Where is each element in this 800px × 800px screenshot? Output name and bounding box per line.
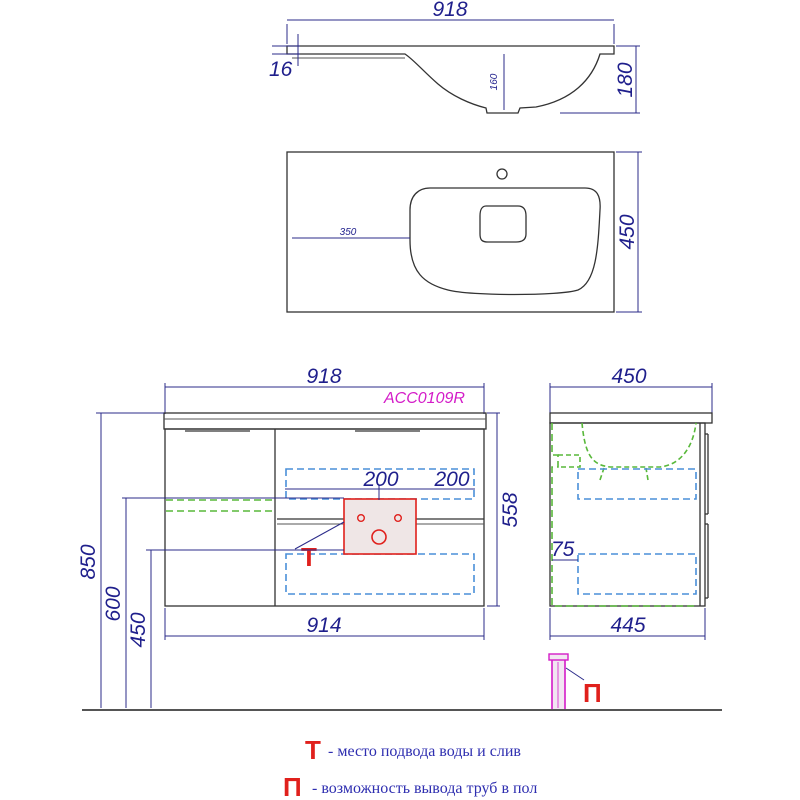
spacing-right-label: 200 (434, 468, 470, 491)
basin-lip-label: 16 (269, 58, 293, 81)
basin-plan-view (287, 152, 642, 312)
body-height-label: 558 (499, 492, 522, 528)
plan-depth-label: 450 (616, 214, 639, 250)
plan-offset-label: 350 (339, 227, 357, 238)
legend-text-floor: - возможность вывода труб в пол (312, 780, 538, 797)
basin-bowl-depth-label: 160 (489, 73, 500, 91)
front-view (77, 365, 522, 708)
water-supply-marker: Т (301, 542, 317, 572)
total-height-label: 850 (77, 544, 100, 580)
model-code: ACC0109R (384, 390, 465, 407)
water-zone (344, 499, 416, 554)
legend (283, 735, 537, 800)
side-depth-bottom-label: 445 (610, 614, 646, 637)
front-width-bottom-label: 914 (306, 614, 342, 637)
legend-text-water: - место подвода воды и слив (328, 743, 521, 760)
legend-symbol-water: Т (305, 735, 321, 765)
front-width-top-label: 918 (306, 365, 342, 388)
height-600-label: 600 (102, 586, 125, 622)
floor-pipe (552, 656, 565, 710)
basin-width-label: 918 (432, 0, 468, 21)
floor-outlet-marker: П (583, 678, 602, 708)
legend-symbol-floor: П (283, 772, 302, 800)
side-view (549, 365, 712, 710)
side-depth-top-label: 450 (611, 365, 647, 388)
spacing-left-label: 200 (363, 468, 399, 491)
height-450-label: 450 (127, 612, 150, 648)
basin-height-label: 180 (614, 62, 637, 98)
side-offset-label: 75 (551, 538, 575, 561)
basin-elevation-view (269, 0, 640, 113)
